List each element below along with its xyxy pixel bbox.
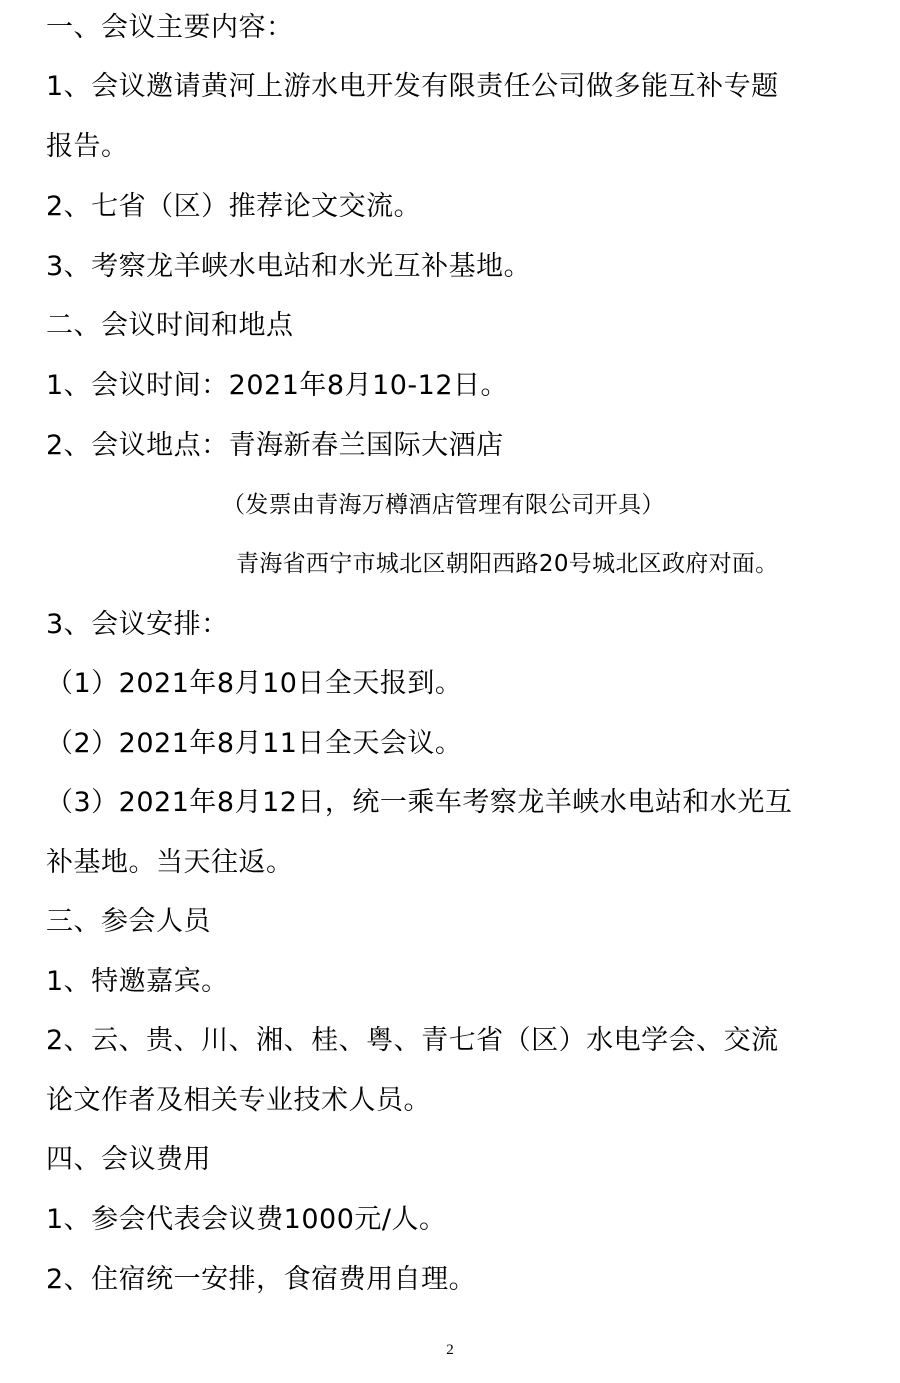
section4-item2: 2、住宿统一安排，食宿费用自理。	[46, 1264, 477, 1295]
section1-item1-line1: 1、会议邀请黄河上游水电开发有限责任公司做多能互补专题	[46, 71, 779, 102]
section3-item2-line1: 2、云、贵、川、湘、桂、粤、青七省（区）水电学会、交流	[46, 1025, 779, 1056]
section3-item2-line2: 论文作者及相关专业技术人员。	[46, 1085, 431, 1116]
section4-item1: 1、参会代表会议费1000元/人。	[46, 1204, 447, 1235]
arrangement-item2: （2）2021年8月11日全天会议。	[46, 728, 463, 759]
arrangement-item3-line2: 补基地。当天往返。	[46, 847, 294, 878]
venue-address: 青海省西宁市城北区朝阳西路20号城北区政府对面。	[236, 551, 779, 577]
section3-item1: 1、特邀嘉宾。	[46, 966, 229, 997]
arrangement-item1: （1）2021年8月10日全天报到。	[46, 668, 463, 699]
meeting-time: 1、会议时间：2021年8月10-12日。	[46, 370, 509, 401]
page-number: 2	[446, 1342, 454, 1358]
section1-item3: 3、考察龙羊峡水电站和水光互补基地。	[46, 251, 532, 282]
section3-heading: 三、参会人员	[46, 906, 211, 937]
section1-item1-line2: 报告。	[46, 131, 129, 162]
section1-heading: 一、会议主要内容：	[46, 12, 294, 43]
section1-item2: 2、七省（区）推荐论文交流。	[46, 191, 422, 222]
arrangement-heading: 3、会议安排：	[46, 609, 229, 640]
section2-heading: 二、会议时间和地点	[46, 310, 294, 341]
arrangement-item3-line1: （3）2021年8月12日，统一乘车考察龙羊峡水电站和水光互	[46, 787, 793, 818]
meeting-location: 2、会议地点：青海新春兰国际大酒店	[46, 430, 504, 461]
invoice-note: （发票由青海万樽酒店管理有限公司开具）	[222, 492, 665, 518]
section4-heading: 四、会议费用	[46, 1144, 211, 1175]
